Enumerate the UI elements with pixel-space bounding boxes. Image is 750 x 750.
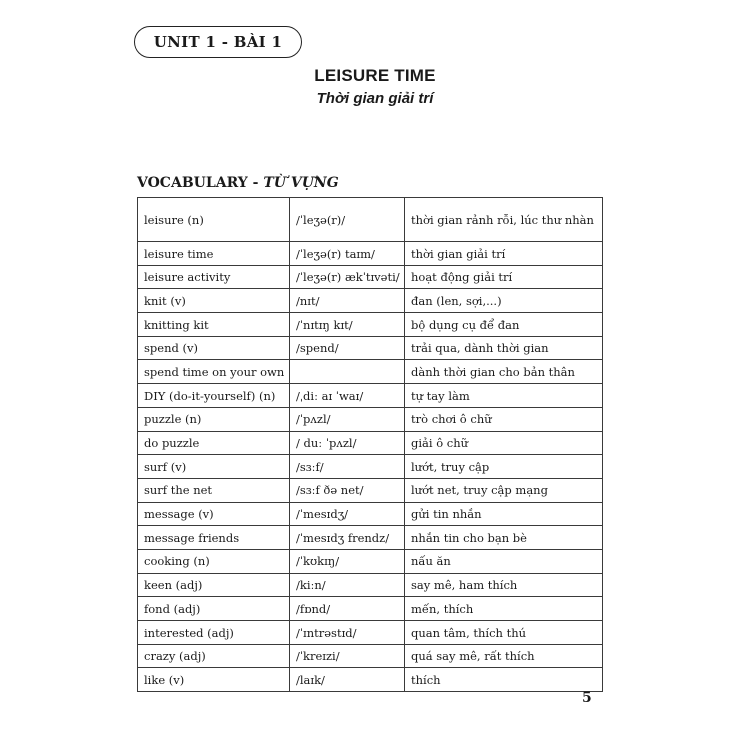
table-row: [138, 198, 603, 242]
vocab-word-cell: crazy (adj): [138, 644, 290, 668]
vocab-word-cell: leisure (n): [138, 198, 290, 242]
vocab-meaning-cell: trải qua, dành thời gian: [405, 336, 603, 360]
vocab-meaning-cell: quá say mê, rất thích: [405, 644, 603, 668]
vocab-word-cell: DIY (do-it-yourself) (n): [138, 384, 290, 408]
vocab-meaning-cell: trò chơi ô chữ: [405, 407, 603, 431]
vocab-ipa-cell: /kiːn/: [290, 573, 405, 597]
vocab-ipa-cell: /ˈleʒə(r)/: [290, 198, 405, 242]
table-row: [138, 621, 603, 645]
vocab-ipa-cell: /ˌdiː aɪ ˈwaɪ/: [290, 384, 405, 408]
vocab-ipa-cell: /spend/: [290, 336, 405, 360]
table-row: [138, 502, 603, 526]
vocab-word-cell: knitting kit: [138, 313, 290, 337]
vocab-ipa-cell: /ˈmesɪdʒ frendz/: [290, 526, 405, 550]
vocab-ipa-cell: /ˈkʊkɪŋ/: [290, 549, 405, 573]
table-row: [138, 478, 603, 502]
vocab-word-cell: surf (v): [138, 455, 290, 479]
vocab-ipa-cell: /ˈleʒə(r) ækˈtɪvəti/: [290, 265, 405, 289]
table-row: [138, 668, 603, 692]
vocab-word-cell: cooking (n): [138, 549, 290, 573]
vocab-ipa-cell: [290, 360, 405, 384]
unit-label: [134, 26, 302, 58]
table-row: [138, 360, 603, 384]
vocabulary-table-body: [138, 198, 603, 692]
unit-label-text: UNIT 1 - BÀI 1: [153, 33, 283, 51]
vocab-meaning-cell: lướt, truy cập: [405, 455, 603, 479]
table-row: [138, 265, 603, 289]
table-row: [138, 313, 603, 337]
vocab-ipa-cell: / duː ˈpʌzl/: [290, 431, 405, 455]
vocab-ipa-cell: /ˈmesɪdʒ/: [290, 502, 405, 526]
section-heading-en: VOCABULARY -: [137, 175, 264, 191]
vocabulary-table: [137, 197, 603, 692]
vocab-word-cell: message (v): [138, 502, 290, 526]
vocab-ipa-cell: /ˈɪntrəstɪd/: [290, 621, 405, 645]
table-row: [138, 573, 603, 597]
vocab-meaning-cell: hoạt động giải trí: [405, 265, 603, 289]
vocab-word-cell: spend time on your own: [138, 360, 290, 384]
table-row: [138, 289, 603, 313]
table-row: [138, 336, 603, 360]
vocab-meaning-cell: dành thời gian cho bản thân: [405, 360, 603, 384]
vocab-meaning-cell: quan tâm, thích thú: [405, 621, 603, 645]
vocab-ipa-cell: /sɜːf ðə net/: [290, 478, 405, 502]
vocab-word-cell: interested (adj): [138, 621, 290, 645]
table-row: [138, 455, 603, 479]
vocab-meaning-cell: giải ô chữ: [405, 431, 603, 455]
vocab-meaning-cell: say mê, ham thích: [405, 573, 603, 597]
table-row: [138, 407, 603, 431]
vocab-meaning-cell: thời gian giải trí: [405, 242, 603, 266]
vocab-word-cell: knit (v): [138, 289, 290, 313]
vocab-meaning-cell: nhắn tin cho bạn bè: [405, 526, 603, 550]
vocab-ipa-cell: /nɪt/: [290, 289, 405, 313]
vocab-meaning-cell: tự tay làm: [405, 384, 603, 408]
vocab-ipa-cell: /fɒnd/: [290, 597, 405, 621]
table-row: [138, 644, 603, 668]
vocab-meaning-cell: gửi tin nhắn: [405, 502, 603, 526]
vocab-meaning-cell: mến, thích: [405, 597, 603, 621]
vocab-meaning-cell: thời gian rảnh rỗi, lúc thư nhàn: [405, 198, 603, 242]
table-row: [138, 597, 603, 621]
table-row: [138, 431, 603, 455]
vocab-ipa-cell: /ˈpʌzl/: [290, 407, 405, 431]
vocab-word-cell: like (v): [138, 668, 290, 692]
table-row: [138, 549, 603, 573]
vocab-meaning-cell: thích: [405, 668, 603, 692]
vocab-ipa-cell: /sɜːf/: [290, 455, 405, 479]
vocab-meaning-cell: lướt net, truy cập mạng: [405, 478, 603, 502]
vocab-ipa-cell: /laɪk/: [290, 668, 405, 692]
vocab-word-cell: message friends: [138, 526, 290, 550]
vocab-word-cell: spend (v): [138, 336, 290, 360]
page-number: 5: [582, 690, 592, 706]
vocab-word-cell: do puzzle: [138, 431, 290, 455]
vocab-word-cell: surf the net: [138, 478, 290, 502]
table-row: [138, 384, 603, 408]
table-row: [138, 242, 603, 266]
vocab-ipa-cell: /ˈleʒə(r) taɪm/: [290, 242, 405, 266]
vocab-meaning-cell: nấu ăn: [405, 549, 603, 573]
vocab-word-cell: leisure time: [138, 242, 290, 266]
vocab-word-cell: keen (adj): [138, 573, 290, 597]
page-subtitle: Thời gian giải trí: [316, 90, 434, 107]
vocab-word-cell: puzzle (n): [138, 407, 290, 431]
vocab-word-cell: fond (adj): [138, 597, 290, 621]
section-heading: [137, 175, 339, 191]
vocab-ipa-cell: /ˈkreɪzi/: [290, 644, 405, 668]
table-row: [138, 526, 603, 550]
vocab-word-cell: leisure activity: [138, 265, 290, 289]
section-heading-vi: TỪ VỰNG: [263, 175, 339, 191]
page-title: LEISURE TIME: [314, 66, 436, 85]
vocab-meaning-cell: đan (len, sợi,...): [405, 289, 603, 313]
vocab-meaning-cell: bộ dụng cụ để đan: [405, 313, 603, 337]
vocab-ipa-cell: /ˈnɪtɪŋ kɪt/: [290, 313, 405, 337]
